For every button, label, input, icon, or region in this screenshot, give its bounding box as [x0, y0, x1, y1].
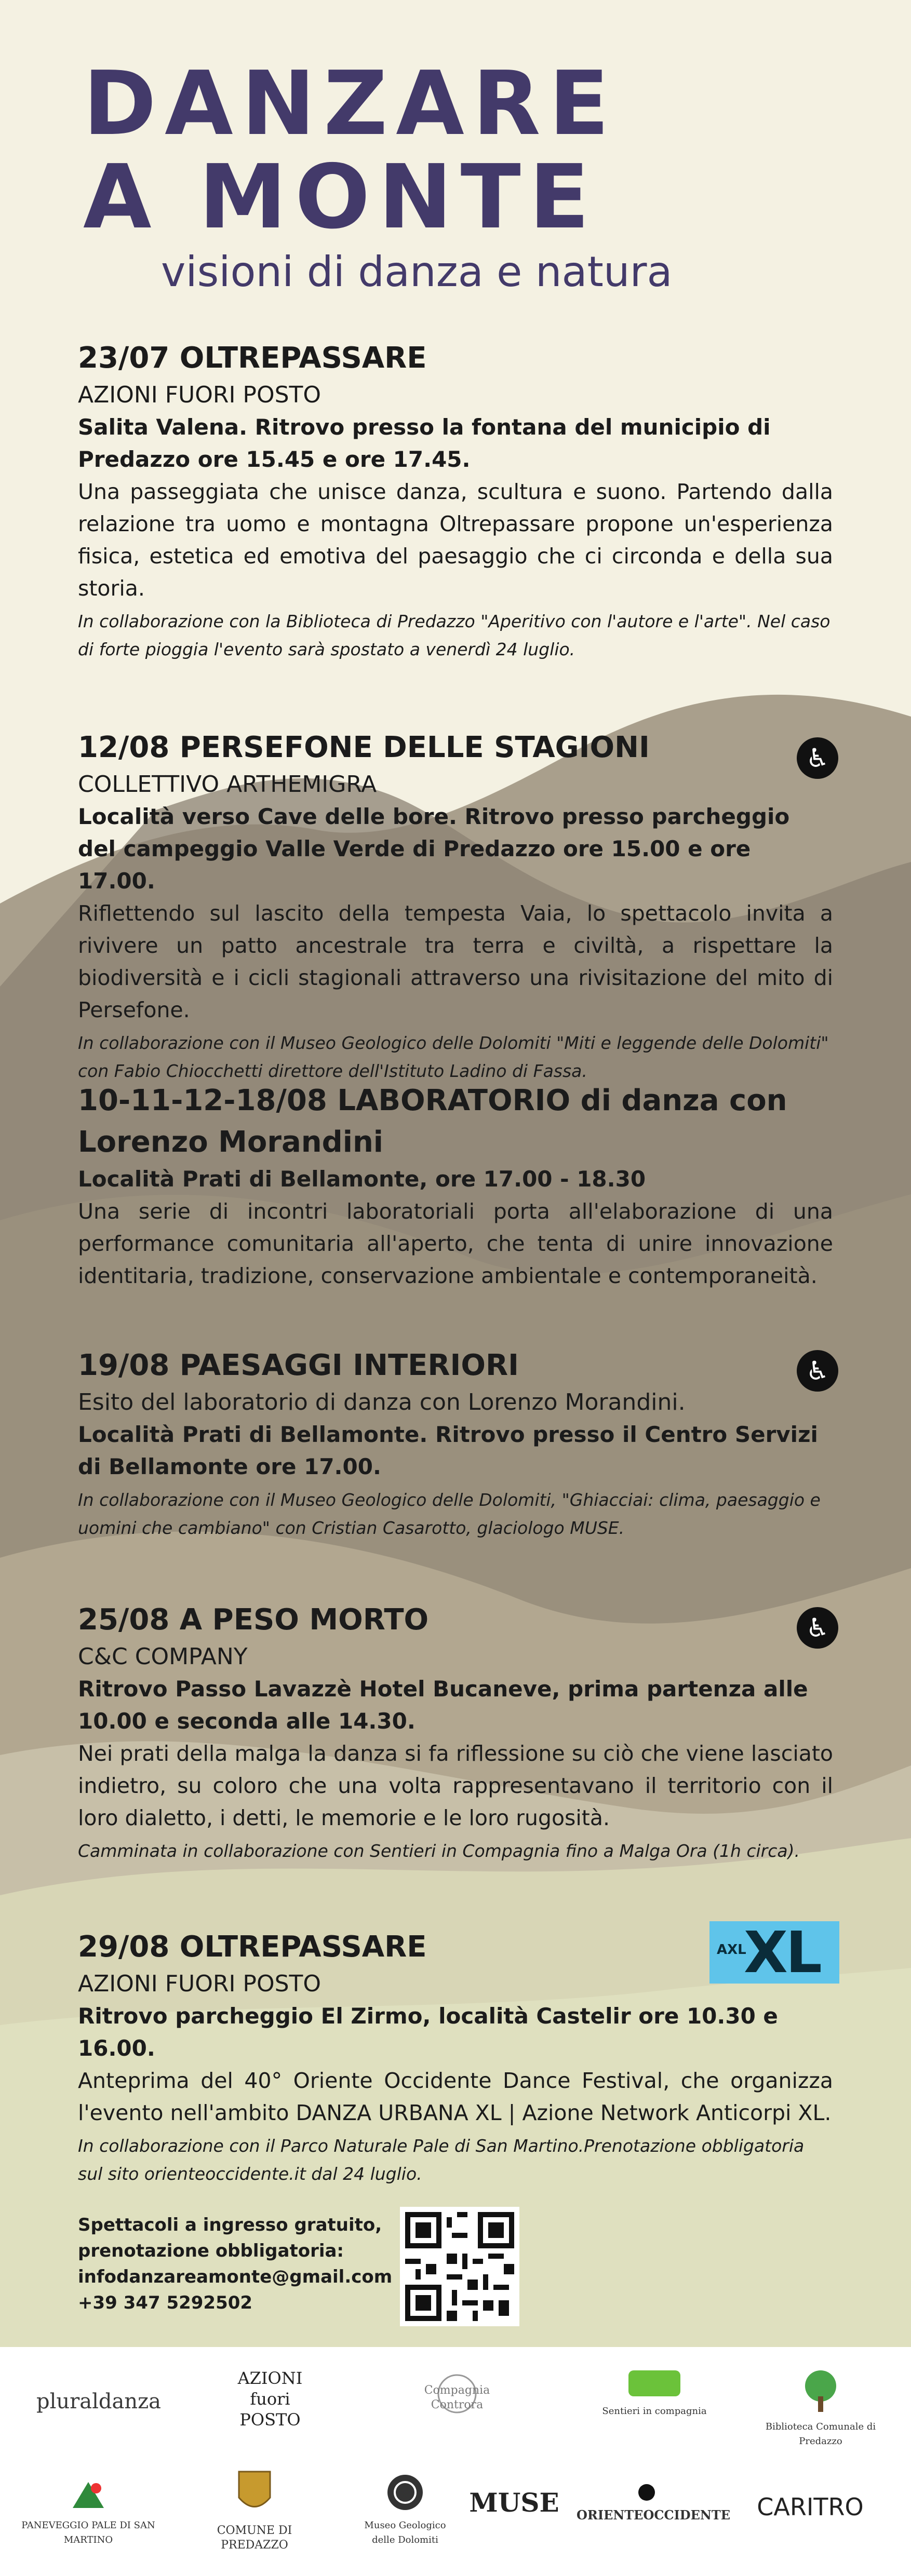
sponsor-logos — [0, 2347, 911, 2576]
logo-comune-text: COMUNE DI PREDAZZO — [217, 2524, 292, 2552]
logo-sentieri-in-compagnia — [597, 2368, 712, 2419]
event-paesaggi-interiori — [78, 1345, 833, 1542]
event-a-peso-morto — [78, 1599, 833, 1865]
event-location: Località verso Cave delle bore. Ritrovo presso parcheggio del campeggio Valle Verde di Predazzo ore 15.00 e ore 17.00. — [78, 804, 790, 894]
logo-fondazione-caritro — [743, 2492, 878, 2521]
event-title: 29/08 OLTREPASSARE — [78, 1930, 427, 1964]
event-laboratorio — [78, 1080, 833, 1292]
logo-controra-text: Compagnia Controra — [424, 2384, 490, 2411]
event-company: COLLETTIVO ARTHEMIGRA — [78, 771, 377, 798]
event-location: Ritrovo Passo Lavazzè Hotel Bucaneve, prima partenza alle 10.00 e seconda alle 14.30. — [78, 1676, 808, 1734]
event-persefone — [78, 727, 833, 1085]
event-location: Località Prati di Bellamonte. Ritrovo presso il Centro Servizi di Bellamonte ore 17.00. — [78, 1422, 818, 1479]
event-oltrepassare-2908 — [78, 1919, 833, 2188]
logo-comune-predazzo — [192, 2466, 317, 2553]
event-description: Anteprima del 40° Oriente Occidente Dance Festival, che organizza l'evento nell'ambito DANZA URBANA XL | Azione Network Anticorpi XL. — [78, 2068, 833, 2125]
logo-sentieri-text: Sentieri in compagnia — [602, 2406, 707, 2417]
event-title: 23/07 OLTREPASSARE — [78, 341, 427, 375]
poster-subtitle: visioni di danza e natura — [161, 248, 673, 296]
event-title: 19/08 PAESAGGI INTERIORI — [78, 1348, 519, 1382]
logo-parco-paneveggio — [21, 2477, 156, 2547]
xl-logo-small: AXL — [717, 1942, 746, 1958]
oriente-dot-icon — [636, 2482, 657, 2503]
contacts-block — [78, 2212, 410, 2316]
contacts-line2: prenotazione obbligatoria: — [78, 2241, 344, 2261]
wheelchair-icon: ♿ — [797, 1607, 838, 1649]
poster-title-line1: DANZARE — [83, 52, 618, 155]
logo-compagnia-controra — [410, 2373, 504, 2412]
logo-azioni-text: AZIONI fuori POSTO — [237, 2368, 303, 2430]
logo-azioni-fuori-posto — [218, 2368, 322, 2430]
event-company: C&C COMPANY — [78, 1643, 248, 1670]
logo-biblioteca-predazzo — [763, 2368, 878, 2449]
contacts-line1: Spettacoli a ingresso gratuito, — [78, 2215, 382, 2235]
event-note: Camminata in collaborazione con Sentieri in Compagnia fino a Malga Ora (1h circa). — [78, 1841, 800, 1861]
event-company: AZIONI FUORI POSTO — [78, 1971, 321, 1997]
event-company: AZIONI FUORI POSTO — [78, 382, 321, 408]
logo-parco-text: PANEVEGGIO PALE DI SAN MARTINO — [21, 2520, 155, 2545]
event-description: Nei prati della malga la danza si fa riflessione su ciò che viene lasciato indietro, su coloro che una volta rappresentavano il territorio con il loro dialetto, i detti, le memorie e le loro rugosità. — [78, 1741, 833, 1830]
ammonite-icon — [384, 2472, 426, 2513]
wheelchair-icon: ♿ — [797, 737, 838, 779]
poster-masthead — [83, 52, 828, 298]
logo-oriente-text: ORIENTEOCCIDENTE — [577, 2507, 730, 2523]
event-company: Esito del laboratorio di danza con Lorenzo Morandini. — [78, 1389, 686, 1415]
qr-code-icon — [405, 2212, 514, 2321]
wheelchair-icon: ♿ — [797, 1350, 838, 1392]
logo-biblioteca-text: Biblioteca Comunale di Predazzo — [765, 2421, 876, 2447]
event-description: Una passeggiata che unisce danza, scultura e suono. Partendo dalla relazione tra uomo e montagna Oltrepassare propone un'esperienza fisica, estetica ed emotiva del paesaggio che ci circonda e della sua storia. — [78, 479, 833, 601]
danza-urbana-xl-logo — [709, 1921, 839, 1984]
event-title: 10-11-12-18/08 LABORATORIO di danza con Lorenzo Morandini — [78, 1084, 787, 1159]
event-oltrepassare-2307 — [78, 338, 833, 664]
logo-oriente-occidente — [577, 2482, 730, 2523]
coat-of-arms-icon — [234, 2466, 275, 2518]
qr-code[interactable] — [400, 2207, 519, 2326]
logo-caritro-text: CARITRO — [757, 2493, 864, 2521]
event-title: 12/08 PERSEFONE DELLE STAGIONI — [78, 731, 650, 764]
event-note: In collaborazione con il Museo Geologico delle Dolomiti "Miti e leggende delle Dolomiti" con Fabio Chiocchetti direttore dell'Istituto Ladino di Fassa. — [78, 1033, 829, 1081]
parco-mark-icon — [68, 2477, 109, 2513]
event-location: Salita Valena. Ritrovo presso la fontana del municipio di Predazzo ore 15.45 e ore 17.45. — [78, 414, 771, 472]
logo-pluraldanza — [31, 2389, 166, 2415]
event-note: In collaborazione con il Museo Geologico delle Dolomiti, "Ghiacciai: clima, paesaggio e uomini che cambiano" con Cristian Casarotto, glaciologo MUSE. — [78, 1490, 821, 1538]
logo-museo-geologico — [353, 2472, 457, 2547]
event-location: Località Prati di Bellamonte, ore 17.00 - 18.30 — [78, 1166, 646, 1192]
xl-logo-big: XL — [744, 1919, 820, 1986]
event-description: Una serie di incontri laboratoriali porta all'elaborazione di una performance comunitaria all'aperto, che tenta di unire innovazione identitaria, tradizione, conservazione ambientale e contemporaneità. — [78, 1199, 833, 1288]
contact-phone[interactable]: +39 347 5292502 — [78, 2292, 253, 2313]
event-location: Ritrovo parcheggio El Zirmo, località Castelir ore 10.30 e 16.00. — [78, 2003, 778, 2061]
event-title: 25/08 A PESO MORTO — [78, 1603, 429, 1637]
event-note: In collaborazione con la Biblioteca di Predazzo "Aperitivo con l'autore e l'arte". Nel caso di forte pioggia l'evento sarà spostato a venerdì 24 luglio. — [78, 611, 830, 659]
logo-muse-text: MUSE — [469, 2487, 559, 2518]
logo-pluraldanza-text: pluraldanza — [36, 2390, 162, 2413]
logo-muse — [467, 2487, 561, 2518]
contact-email[interactable]: infodanzareamonte@gmail.com — [78, 2267, 393, 2287]
logo-museo-text: Museo Geologico delle Dolomiti — [364, 2520, 446, 2545]
tree-icon — [797, 2368, 844, 2415]
event-description: Riflettendo sul lascito della tempesta Vaia, lo spettacolo invita a rivivere un patto ancestrale tra terra e civiltà, a rispettare la biodiversità e i cicli stagionali attraverso una rivisitazione del mito di Persefone. — [78, 901, 833, 1022]
event-note: In collaborazione con il Parco Naturale Pale di San Martino.Prenotazione obbligatoria sul sito orienteoccidente.it dal 24 luglio. — [78, 2136, 805, 2184]
sentieri-mark-icon — [623, 2368, 686, 2399]
poster-title-line2: A MONTE — [83, 146, 598, 249]
